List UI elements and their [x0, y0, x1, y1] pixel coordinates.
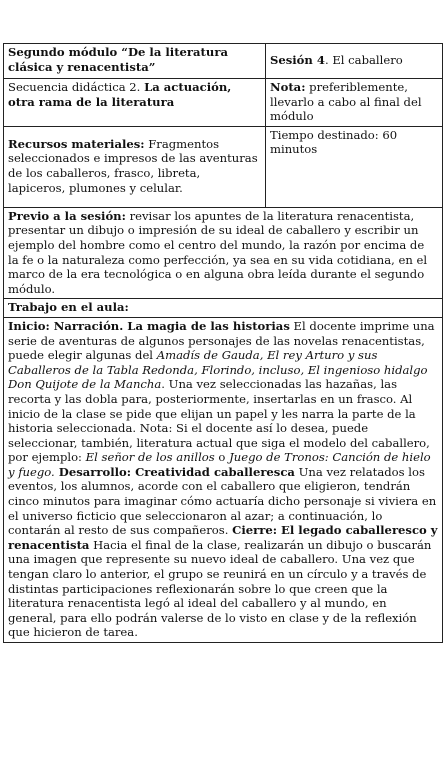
time-cell: [266, 126, 443, 207]
resources-label: Recursos materiales:: [8, 136, 145, 151]
connector: o: [214, 450, 230, 465]
sequence-title: La actuación, otra rama de la literatura: [8, 80, 232, 109]
sequence-row: [4, 79, 443, 127]
module-title: Segundo módulo “De la literatura clásica y renacentista”: [8, 45, 228, 74]
header-row: [4, 44, 443, 79]
trabajo-cell: [4, 299, 443, 318]
cierre-text: Hacia el final de la clase, realizarán un dibujo o buscarán una imagen que represente su nuevo ideal de caballero. Una vez que tengan claro lo anterior, el grupo se reunirá en un círculo y a través de distintas participaciones reflexionarán sobre lo que creen que la literatura renacentista legó al ideal del caballero y al mundo, en general, para ello podrán valerse de lo visto en clase y de la reflexión que hicieron de tarea.: [8, 537, 432, 640]
session-label: Sesión 4: [270, 53, 325, 68]
session-name: . El caballero: [324, 53, 403, 68]
resources-cell: [4, 126, 266, 207]
note-label: Nota:: [270, 80, 306, 94]
previo-label: Previo a la sesión:: [8, 208, 126, 223]
note-text: preferiblemente, llevarlo a cabo al final del módulo: [270, 80, 422, 124]
cierre-label: Cierre: El legado caballeresco y renacentista: [8, 523, 438, 552]
note-cell: [266, 79, 443, 127]
previo-text: revisar los apuntes de la literatura renacentista, presentar un dibujo o impresión de su ideal de caballero y escribir un ejemplo del hombre como el centro del mundo, la razón por encima de la fe o la naturaleza como perfección, ya sea en su vida cotidiana, en el marco de la era tecnológica o en alguna obra leída durante el segundo módulo.: [8, 208, 428, 296]
body-row: [4, 317, 443, 642]
desarrollo-label: Desarrollo: Creatividad caballeresca: [54, 464, 295, 479]
previo-cell: [4, 207, 443, 299]
modern-work-2: Juego de Tronos: Canción de hielo y fuego.: [8, 450, 431, 479]
resources-text: Fragmentos seleccionados e impresos de las aventuras de los caballeros, frasco, libreta, lapiceros, plumones y celular.: [8, 136, 258, 195]
inicio-text-2: . Una vez seleccionadas las hazañas, las recorta y las dobla para, posteriormente, insertarlas en un frasco. Al inicio de la clase se pide que elijan un papel y les narra la parte de la historia seleccionada. Nota: Si el docente así lo desea, puede seleccionar, también, literatura actual que siga el modelo del caballero, por ejemplo:: [8, 377, 430, 465]
sequence-prefix: Secuencia didáctica 2.: [8, 80, 145, 94]
sequence-cell: [4, 79, 266, 127]
trabajo-row: [4, 299, 443, 318]
resources-row: [4, 126, 443, 207]
module-title-cell: [4, 44, 266, 79]
lesson-plan-table: [3, 43, 443, 643]
works-list: Amadís de Gauda, El rey Arturo y sus Caballeros de la Tabla Redonda, Florindo, incluso, El ingenioso hidalgo Don Quijote de la Mancha: [8, 348, 428, 392]
previo-row: [4, 207, 443, 299]
time-text: Tiempo destinado: 60 minutos: [270, 127, 398, 157]
body-cell: [4, 317, 443, 642]
inicio-label: Inicio: Narración. La magia de las historias: [8, 318, 290, 333]
session-cell: [266, 44, 443, 79]
desarrollo-text: Una vez relatados los eventos, los alumnos, acorde con el caballero que eligieron, tendrán cinco minutos para imaginar cómo actuaría dicho personaje si viviera en el universo ficticio que seleccionaron al azar; a continuación, lo contarán al resto de sus compañeros.: [8, 464, 437, 538]
modern-work-1: El señor de los anillos: [85, 450, 215, 465]
lesson-plan-page: [3, 43, 442, 643]
inicio-text: El docente imprime una serie de aventuras de algunos personajes de las novelas renacentistas, puede elegir algunas del: [8, 318, 435, 363]
trabajo-label: Trabajo en el aula:: [8, 300, 129, 315]
